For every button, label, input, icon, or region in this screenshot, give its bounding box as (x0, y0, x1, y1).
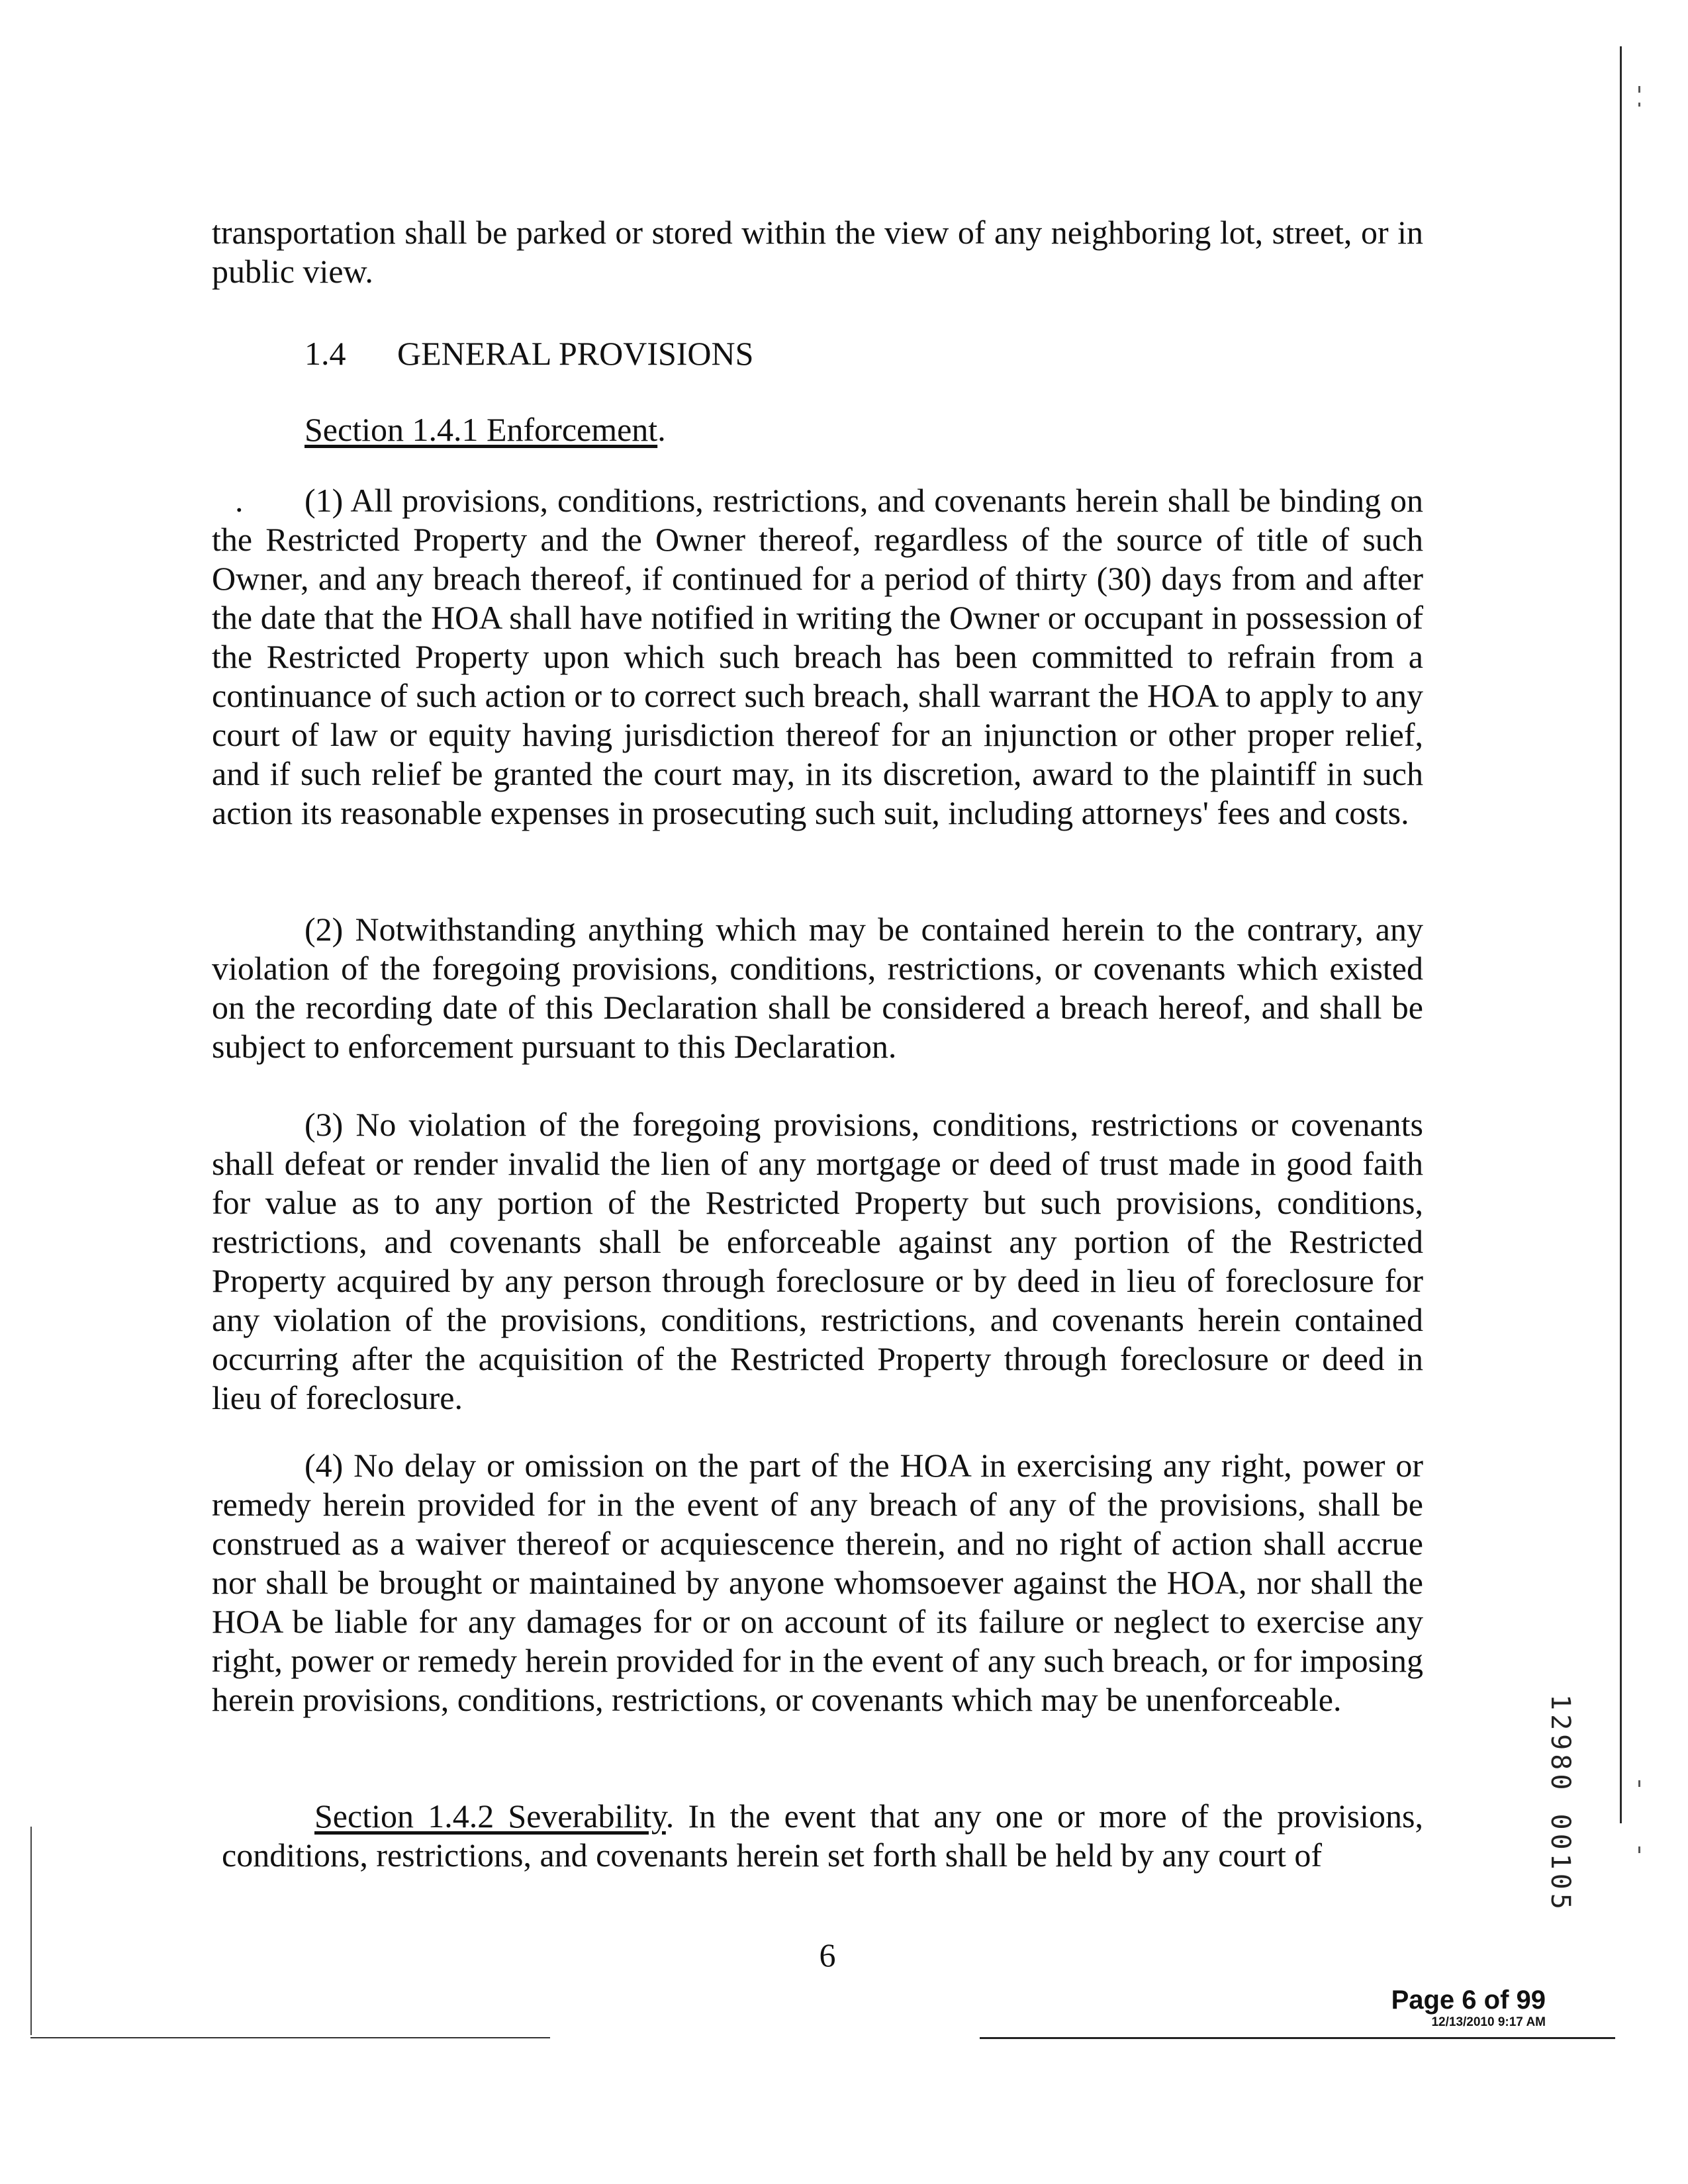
heading-title: GENERAL PROVISIONS (397, 335, 754, 372)
paragraph-2: (2) Notwithstanding anything which may be contained herein to the contrary, any violation of the foregoing provisions, conditions, restrictions, or covenants which existed on the recording date of this Declaration shall be considered a breach hereof, and shall be subject to enforcement pursuant to this Declaration. (212, 911, 1423, 1065)
scan-speck (1638, 103, 1640, 107)
subsection-title (305, 410, 666, 449)
filing-stamp (1391, 1985, 1546, 2030)
scan-speck (1638, 86, 1640, 93)
recording-side-code (1539, 1694, 1585, 2052)
heading-number: 1.4 (305, 335, 346, 372)
paragraph-3: (3) No violation of the foregoing provisions, conditions, restrictions or covenants shall defeat or render invalid the lien of any mortgage or deed of trust made in good faith for value as to any portion of the Restricted Property but such provisions, conditions, restrictions, and covenants shall be enforceable against any portion of the Restricted Property acquired by any person through foreclosure or by deed in lieu of foreclosure for any violation of the provisions, conditions, restrictions, and covenants herein contained occurring after the acquisition of the Restricted Property through foreclosure or deed in lieu of foreclosure. (212, 1106, 1423, 1416)
stray-mark: . (235, 482, 244, 519)
scan-speck (1638, 1846, 1640, 1853)
stamp-datetime: 12/13/2010 9:17 AM (1431, 2015, 1546, 2029)
scan-bottom-rule (30, 2037, 550, 2038)
scan-edge-line-left (30, 1827, 32, 2035)
paragraph-4: (4) No delay or omission on the part of the HOA in exercising any right, power or remedy herein provided for in the event of any breach of any of the provisions, shall be construed as a waiver thereof or acquiescence therein, and no right of action shall accrue nor shall be brought or maintained by anyone whomsoever against the HOA, nor shall the HOA be liable for any damages for or on account of its failure or neglect to exercise any right, power or remedy herein provided for in the event of any such breach, or for imposing herein provisions, conditions, restrictions, or covenants which may be unenforceable. (212, 1447, 1423, 1718)
recording-number: 12980 00105 (1545, 1694, 1575, 1913)
paragraph-continuation: transportation shall be parked or stored within the view of any neighboring lot, street, or in public view. (212, 214, 1423, 290)
stamp-page: Page 6 of 99 (1391, 1985, 1546, 2015)
paragraph-5 (222, 1797, 1423, 1875)
severability-title: Section 1.4.2 Severability (314, 1797, 666, 1835)
subsection-title-text: Section 1.4.1 Enforcement (305, 411, 658, 448)
scan-edge-line (1620, 46, 1622, 1823)
scan-speck (1638, 1780, 1640, 1787)
subsection-title-period: . (657, 411, 666, 448)
paragraph-1: (1) All provisions, conditions, restrictions, and covenants herein shall be binding on the Restricted Property and the Owner thereof, regardless of the source of title of such Owner, and any breach thereof, if continued for a period of thirty (30) days from and after the date that the HOA shall have notified in writing the Owner or occupant in possession of the Restricted Property upon which such breach has been committed to refrain from a continuance of such action or to correct such breach, shall warrant the HOA to apply to any court of law or equity having jurisdiction thereof for an injunction or other proper relief, and if such relief be granted the court may, in its discretion, award to the plaintiff in such action its reasonable expenses in prosecuting such suit, including attorneys' fees and costs. (212, 482, 1423, 831)
scan-bottom-rule (980, 2037, 1615, 2039)
page-number: 6 (819, 1936, 836, 1974)
section-heading (305, 334, 753, 373)
paragraph-5-text: . In the event that any one or more of the provisions, conditions, restrictions, and covenants herein set forth shall be held by any court of (222, 1797, 1423, 1874)
